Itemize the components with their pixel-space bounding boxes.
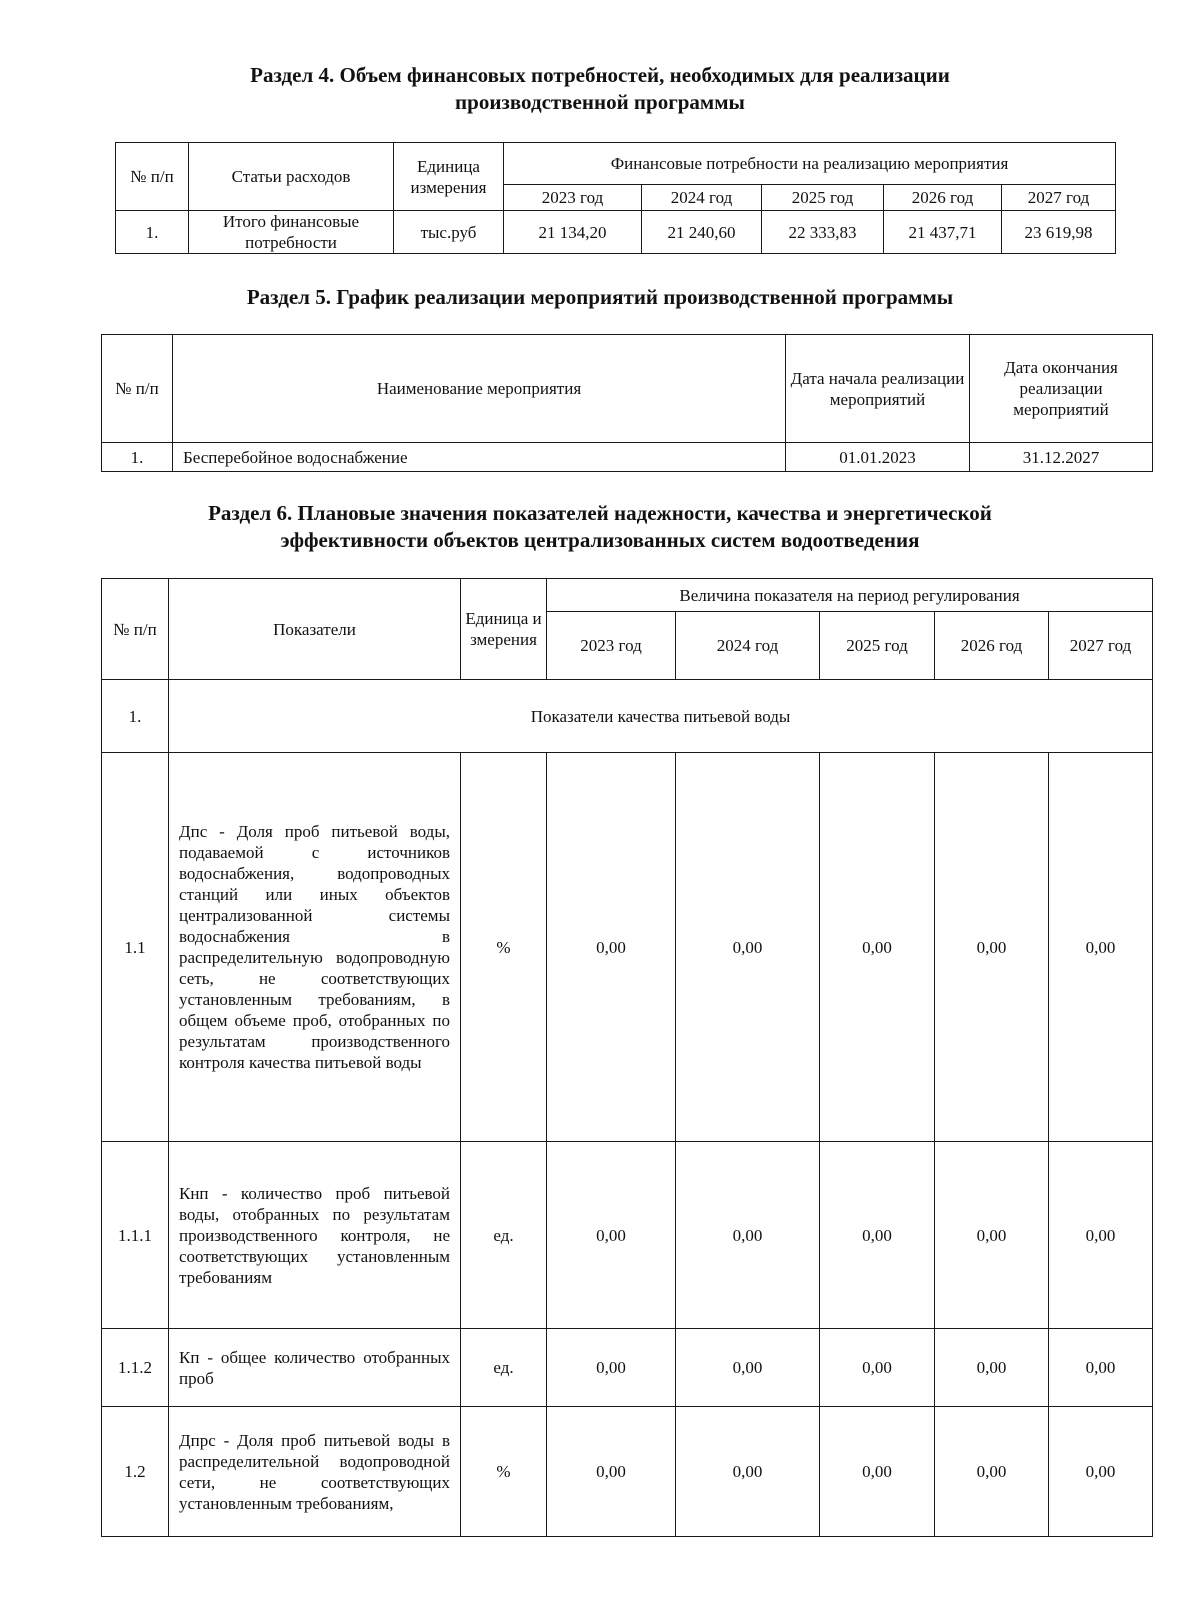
schedule-table: [101, 334, 1153, 472]
value-cell: 0,00: [676, 753, 820, 1142]
header-activity-name: Наименование мероприятия: [173, 335, 786, 443]
row-unit: ед.: [461, 1329, 547, 1407]
row-end-date: 31.12.2027: [970, 443, 1153, 472]
value-cell: 22 333,83: [762, 211, 884, 254]
section4-title-line2: производственной программы: [455, 90, 745, 114]
value-cell: 0,00: [547, 1329, 676, 1407]
value-cell: 0,00: [1049, 753, 1153, 1142]
table-row: [102, 753, 1153, 1142]
row-unit: %: [461, 1407, 547, 1537]
value-cell: 0,00: [820, 1407, 935, 1537]
table-row: [102, 1142, 1153, 1329]
row-num: 1.1: [102, 753, 169, 1142]
row-num: 1.2: [102, 1407, 169, 1537]
value-cell: 0,00: [820, 1142, 935, 1329]
header-year: 2027 год: [1049, 612, 1153, 680]
header-year: 2023 год: [504, 185, 642, 211]
header-num: № п/п: [102, 335, 173, 443]
section6-title-line2: эффективности объектов централизованных систем водоотведения: [280, 528, 920, 552]
group-row: [102, 680, 1153, 753]
value-cell: 0,00: [1049, 1329, 1153, 1407]
section5-title-text: Раздел 5. График реализации мероприятий производственной программы: [246, 285, 954, 309]
indicators-table: [101, 578, 1153, 1537]
header-start-date: Дата начала реализации мероприятий: [786, 335, 970, 443]
table-row: [116, 211, 1116, 254]
row-indicator-text: Дпрс - Доля проб питьевой воды в распределительной водопроводной сети, не соответствующих установленным требованиям,: [169, 1407, 461, 1537]
value-cell: 21 240,60: [642, 211, 762, 254]
header-unit: Единица измерения: [461, 579, 547, 680]
row-indicator-text: Дпс - Доля проб питьевой воды, подаваемой с источников водоснабжения, водопроводных станций или иных объектов централизованной системы водоснабжения в распределительную водопроводную сеть, не соответствующих установленным требованиям, в общем объеме проб, отобранных по результатам производственного контроля качества питьевой воды: [169, 753, 461, 1142]
table-row: [102, 443, 1153, 472]
value-cell: 0,00: [547, 1142, 676, 1329]
header-end-date: Дата окончания реализации мероприятий: [970, 335, 1153, 443]
value-cell: 0,00: [676, 1142, 820, 1329]
header-expense-item: Статьи расходов: [189, 143, 394, 211]
header-year: 2023 год: [547, 612, 676, 680]
header-financial-needs: Финансовые потребности на реализацию мероприятия: [504, 143, 1116, 185]
header-year: 2024 год: [676, 612, 820, 680]
financial-needs-table: [115, 142, 1116, 254]
value-cell: 0,00: [935, 1329, 1049, 1407]
value-cell: 21 437,71: [884, 211, 1002, 254]
table-row: [102, 1329, 1153, 1407]
value-cell: 0,00: [1049, 1407, 1153, 1537]
section4-title-line1: Раздел 4. Объем финансовых потребностей, необходимых для реализации: [250, 63, 950, 87]
value-cell: 23 619,98: [1002, 211, 1116, 254]
value-cell: 0,00: [676, 1407, 820, 1537]
row-expense-item: Итого финансовые потребности: [189, 211, 394, 254]
row-num: 1.1.2: [102, 1329, 169, 1407]
row-unit: ед.: [461, 1142, 547, 1329]
header-year: 2025 год: [762, 185, 884, 211]
section5-title: [0, 284, 1200, 311]
header-year: 2025 год: [820, 612, 935, 680]
header-year: 2026 год: [935, 612, 1049, 680]
row-activity-name: Бесперебойное водоснабжение: [173, 443, 786, 472]
value-cell: 0,00: [1049, 1142, 1153, 1329]
header-year: 2024 год: [642, 185, 762, 211]
header-num: № п/п: [102, 579, 169, 680]
value-cell: 0,00: [676, 1329, 820, 1407]
header-year: 2027 год: [1002, 185, 1116, 211]
section4-title: [0, 62, 1200, 116]
value-cell: 0,00: [820, 1329, 935, 1407]
row-num: 1.: [116, 211, 189, 254]
table-row: [102, 1407, 1153, 1537]
value-cell: 0,00: [935, 1142, 1049, 1329]
value-cell: 21 134,20: [504, 211, 642, 254]
row-unit: %: [461, 753, 547, 1142]
row-indicator-text: Кнп - количество проб питьевой воды, отобранных по результатам производственного контроля, не соответствующих установленным требованиям: [169, 1142, 461, 1329]
row-unit: тыс.руб: [394, 211, 504, 254]
header-indicator-value: Величина показателя на период регулирования: [547, 579, 1153, 612]
value-cell: 0,00: [935, 1407, 1049, 1537]
header-indicators: Показатели: [169, 579, 461, 680]
row-start-date: 01.01.2023: [786, 443, 970, 472]
header-year: 2026 год: [884, 185, 1002, 211]
value-cell: 0,00: [820, 753, 935, 1142]
group-label: Показатели качества питьевой воды: [169, 680, 1153, 753]
value-cell: 0,00: [935, 753, 1049, 1142]
section6-title: [0, 500, 1200, 554]
row-num: 1.: [102, 443, 173, 472]
row-indicator-text: Кп - общее количество отобранных проб: [169, 1329, 461, 1407]
value-cell: 0,00: [547, 753, 676, 1142]
row-num: 1.1.1: [102, 1142, 169, 1329]
section6-title-line1: Раздел 6. Плановые значения показателей надежности, качества и энергетической: [208, 501, 992, 525]
header-unit: Единица измерения: [394, 143, 504, 211]
header-num: № п/п: [116, 143, 189, 211]
value-cell: 0,00: [547, 1407, 676, 1537]
group-num: 1.: [102, 680, 169, 753]
